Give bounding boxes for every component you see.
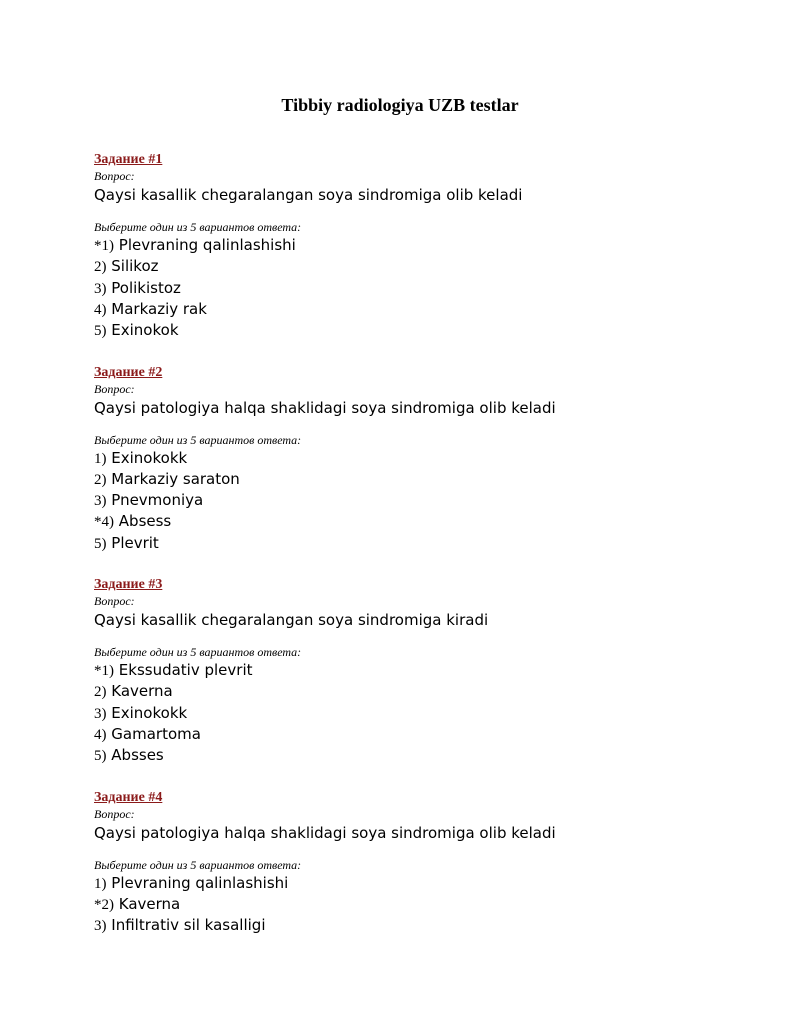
option-number: *4) [94, 514, 114, 531]
question-text: Qaysi kasallik chegaralangan soya sindromiga kiradi [94, 611, 489, 629]
option-text: Silikoz [111, 257, 159, 276]
question-text: Qaysi kasallik chegaralangan soya sindromiga olib keladi [94, 186, 523, 204]
option-number: *1) [94, 238, 114, 254]
choice-label: Выберите один из 5 вариантов ответа: [94, 645, 302, 659]
task-4 [94, 788, 734, 1001]
option-text: Exinokokk [111, 448, 188, 467]
option-number: 3) [94, 493, 107, 510]
task-1 [94, 150, 734, 363]
question-label: Вопрос: [94, 806, 135, 821]
option-number: *1) [94, 663, 114, 679]
question-label: Вопрос: [94, 594, 135, 608]
task-heading: Задание #2 [94, 364, 163, 380]
option-text: Markaziy rak [111, 299, 207, 318]
option-number: 5) [94, 323, 107, 340]
option-text: Absses [111, 746, 164, 765]
task-heading: Задание #4 [94, 789, 163, 805]
option-number: 3) [94, 705, 107, 722]
option-text: Plevraning qalinlashishi [111, 873, 289, 892]
answer-option [94, 320, 734, 341]
task-2 [94, 363, 734, 576]
answer-option [94, 490, 734, 511]
answer-option [94, 724, 734, 745]
answer-option [94, 278, 734, 299]
task-heading: Задание #3 [94, 577, 163, 592]
option-text: Polikistoz [111, 278, 181, 297]
option-text: Plevraning qalinlashishi [118, 236, 296, 254]
answer-option [94, 894, 734, 915]
option-number: 2) [94, 259, 107, 276]
question-text: Qaysi patologiya halqa shaklidagi soya sindromiga olib keladi [94, 823, 556, 842]
question-text: Qaysi patologiya halqa shaklidagi soya sindromiga olib keladi [94, 398, 556, 417]
answer-option [94, 448, 734, 469]
option-text: Gamartoma [111, 724, 201, 743]
choice-label: Выберите один из 5 вариантов ответа: [94, 220, 302, 234]
answer-option [94, 256, 734, 277]
answer-option [94, 469, 734, 490]
question-label: Вопрос: [94, 169, 135, 183]
answer-option [94, 533, 734, 554]
option-number: 5) [94, 535, 107, 552]
task-heading: Задание #1 [94, 152, 163, 167]
answer-option [94, 915, 734, 936]
option-text: Exinokok [111, 321, 179, 340]
task-list [94, 150, 734, 1000]
document-title: Tibbiy radiologiya UZB testlar [281, 95, 519, 115]
answer-option [94, 660, 734, 681]
answer-option [94, 703, 734, 724]
option-number: 1) [94, 875, 107, 892]
option-number: 2) [94, 471, 107, 488]
option-number: 4) [94, 726, 107, 743]
answer-option [94, 745, 734, 766]
choice-label: Выберите один из 5 вариантов ответа: [94, 432, 302, 447]
option-number: 2) [94, 684, 107, 701]
option-number: 1) [94, 450, 107, 467]
option-text: Plevrit [111, 533, 159, 552]
answer-option [94, 299, 734, 320]
answer-option [94, 511, 734, 532]
task-3 [94, 575, 734, 788]
choice-label: Выберите один из 5 вариантов ответа: [94, 857, 302, 872]
option-text: Kaverna [118, 894, 181, 913]
option-text: Infiltrativ sil kasalligi [111, 916, 266, 935]
option-text: Ekssudativ plevrit [118, 661, 253, 679]
option-number: 5) [94, 748, 107, 765]
option-text: Markaziy saraton [111, 469, 240, 488]
answer-option [94, 681, 734, 702]
option-number: *2) [94, 896, 114, 913]
option-text: Absess [118, 512, 172, 531]
option-text: Pnevmoniya [111, 491, 204, 510]
answer-option [94, 873, 734, 894]
option-text: Exinokokk [111, 703, 188, 722]
answer-option [94, 235, 734, 256]
option-number: 3) [94, 918, 107, 935]
option-number: 3) [94, 280, 107, 297]
question-label: Вопрос: [94, 381, 135, 396]
option-number: 4) [94, 301, 107, 318]
option-text: Kaverna [111, 682, 173, 701]
